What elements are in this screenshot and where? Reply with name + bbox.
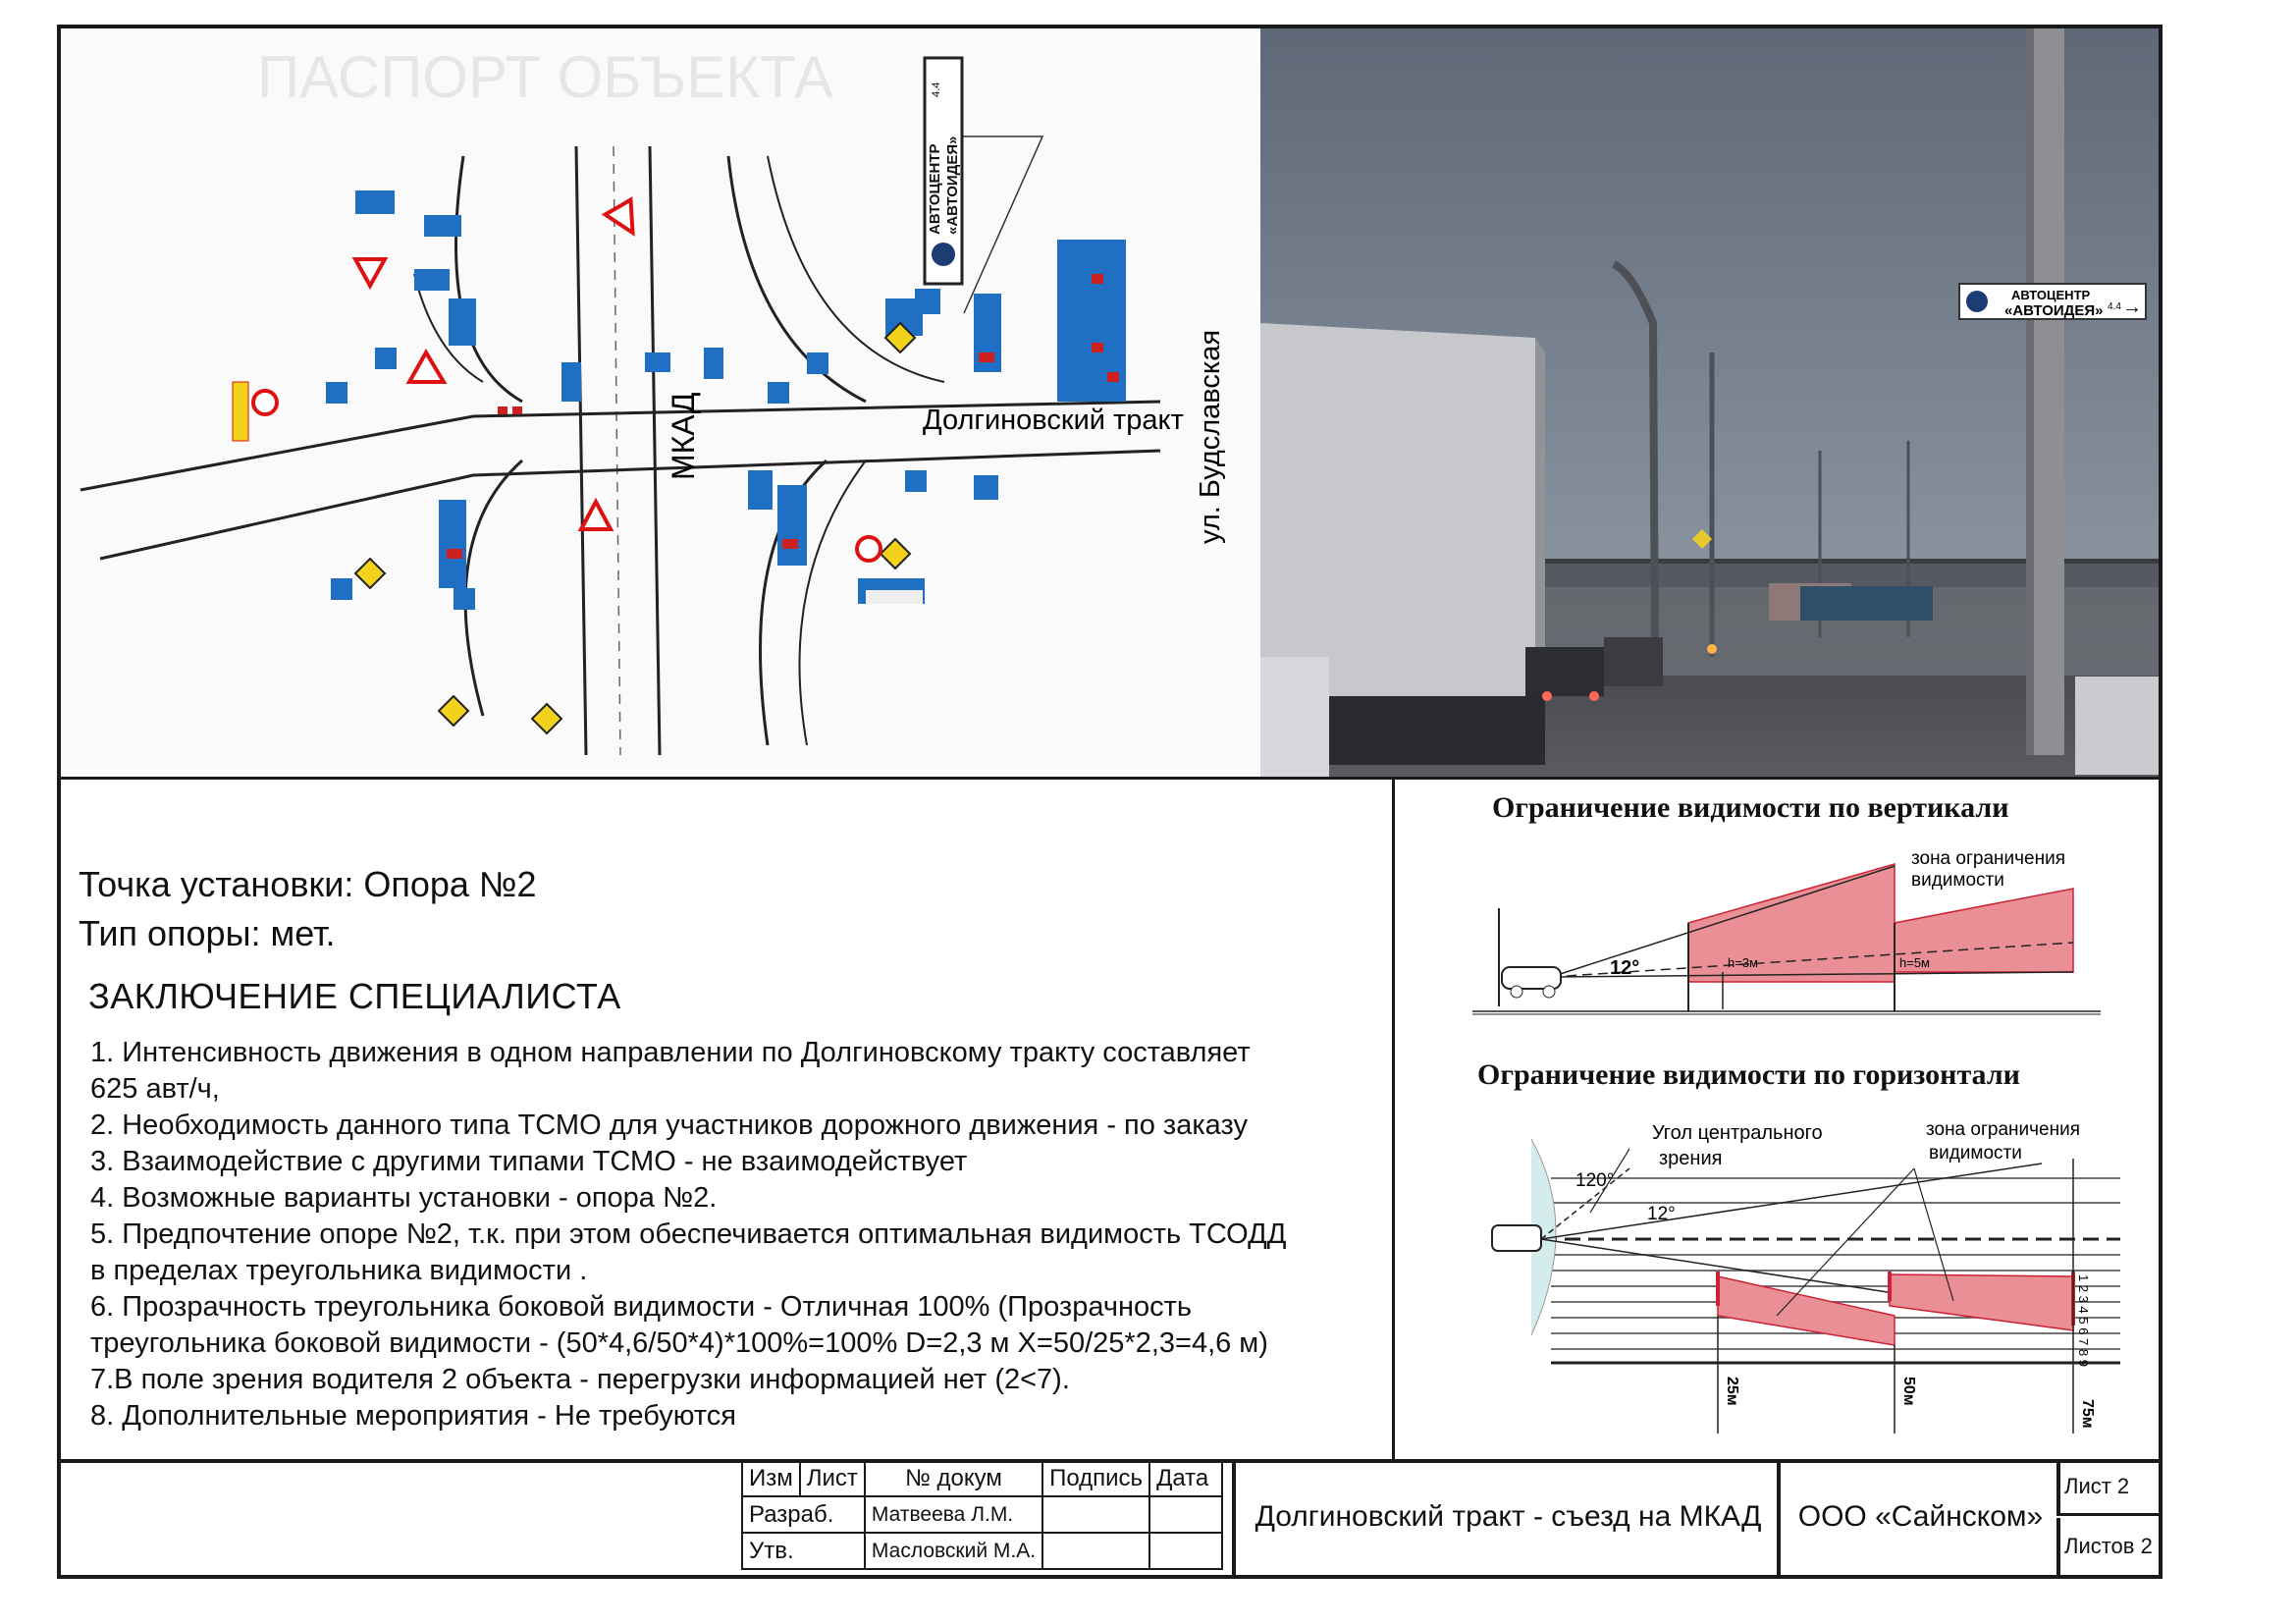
conclusion-item: 7.В поле зрения водителя 2 объекта - перегрузки информацией нет (2<7). <box>90 1364 1070 1395</box>
svg-text:АВТОЦЕНТР: АВТОЦЕНТР <box>2011 288 2091 302</box>
svg-text:4.4: 4.4 <box>2108 301 2121 312</box>
conclusion-item: 2. Необходимость данного типа ТСМО для участников дорожного движения - по заказу <box>90 1110 1248 1141</box>
stamp-col-data: Дата <box>1149 1460 1222 1496</box>
horizontal-angle-label-1: Угол центрального <box>1652 1122 1823 1144</box>
stamp-row1-role: Разраб. <box>742 1496 865 1533</box>
stamp-col-izm: Изм <box>742 1460 800 1496</box>
stamp-row2-name: Масловский М.А. <box>865 1533 1042 1569</box>
conclusion-item: в пределах треугольника видимости . <box>90 1255 588 1286</box>
vertical-h1: h=3м <box>1728 955 1758 970</box>
conclusion-item: 8. Дополнительные мероприятия - Не требуются <box>90 1400 736 1432</box>
vertical-zone-label-1: зона ограничения <box>1911 848 2066 869</box>
photo-billboard <box>1959 284 2146 319</box>
conclusion-item: 625 авт/ч, <box>90 1073 220 1105</box>
conclusion-item: 4. Возможные варианты установки - опора №2. <box>90 1182 718 1214</box>
installation-point: Точка установки: Опора №2 <box>79 864 537 904</box>
divider-diagrams <box>1392 777 1395 1459</box>
map-label-buslavskaya: ул. Будславская <box>1195 329 1226 544</box>
stamp-company: ООО «Сайнском» <box>1777 1459 2060 1575</box>
intersection-map <box>61 28 1260 777</box>
map-billboard <box>925 58 962 284</box>
stamp-col-docum: № докум <box>865 1460 1042 1496</box>
svg-text:АВТОЦЕНТР: АВТОЦЕНТР <box>927 143 943 235</box>
stamp-col-podpis: Подпись <box>1042 1460 1149 1496</box>
svg-text:→: → <box>2122 297 2142 318</box>
map-svg <box>61 28 1260 777</box>
stamp-sheets: Листов 2 <box>2056 1518 2159 1575</box>
conclusion-heading: ЗАКЛЮЧЕНИЕ СПЕЦИАЛИСТА <box>88 976 621 1016</box>
conclusion-item: 6. Прозрачность треугольника боковой видимости - Отличная 100% (Прозрачность <box>90 1291 1192 1323</box>
support-type: Тип опоры: мет. <box>79 913 336 953</box>
svg-text:ПАСПОРТ ОБЪЕКТА: ПАСПОРТ ОБЪЕКТА <box>257 44 833 110</box>
distance-50: 50м <box>1900 1377 1917 1406</box>
svg-text:«АВТОИДЕЯ»: «АВТОИДЕЯ» <box>944 135 961 235</box>
photo-svg <box>1260 28 2159 777</box>
conclusion-item: треугольника боковой видимости - (50*4,6/50*4)*100%=100% D=2,3 м X=50/25*2,3=4,6 м) <box>90 1327 1268 1359</box>
conclusion-items <box>90 1035 1374 1435</box>
vertical-h2: h=5м <box>1899 955 1930 970</box>
vertical-diagram-title: Ограничение видимости по вертикали <box>1492 791 2009 824</box>
horizontal-diagram-title: Ограничение видимости по горизонтали <box>1477 1058 2020 1091</box>
svg-text:«АВТОИДЕЯ»: «АВТОИДЕЯ» <box>2004 302 2104 319</box>
distance-25: 25м <box>1724 1377 1740 1406</box>
vertical-diagram <box>1472 835 2101 1031</box>
distance-75: 75м <box>2079 1399 2096 1429</box>
stamp-row2-role: Утв. <box>742 1533 865 1569</box>
conclusion-item: 1. Интенсивность движения в одном направлении по Долгиновскому тракту составляет <box>90 1037 1251 1068</box>
stamp-title: Долгиновский тракт - съезд на МКАД <box>1232 1459 1781 1575</box>
stamp-row1-name: Матвеева Л.М. <box>865 1496 1042 1533</box>
horizontal-diagram <box>1472 1110 2120 1443</box>
lane-numbers: 1 2 3 4 5 6 7 8 9 <box>2076 1274 2091 1367</box>
vertical-angle: 12° <box>1610 957 1640 979</box>
conclusion-block <box>79 864 1374 1435</box>
horizontal-zone-label-2: видимости <box>1929 1143 2022 1164</box>
site-photo <box>1260 28 2159 777</box>
stamp-table <box>741 1459 1223 1570</box>
horizontal-angle-wide: 120° <box>1575 1170 1615 1191</box>
vertical-zone-label-2: видимости <box>1911 870 2004 891</box>
svg-text:4.4: 4.4 <box>931 81 942 97</box>
horizontal-zone-label-1: зона ограничения <box>1926 1119 2081 1140</box>
conclusion-item: 5. Предпочтение опоре №2, т.к. при этом обеспечивается оптимальная видимость ТСОДД <box>90 1218 1287 1250</box>
map-label-dolginovsky: Долгиновский тракт <box>923 405 1184 436</box>
stamp-col-list: Лист <box>800 1460 865 1496</box>
divider-top <box>61 777 2159 780</box>
conclusion-item: 3. Взаимодействие с другими типами ТСМО - не взаимодействует <box>90 1146 968 1177</box>
horizontal-angle-narrow: 12° <box>1647 1204 1676 1224</box>
horizontal-angle-label-2: зрения <box>1659 1148 1723 1169</box>
stamp-sheet: Лист 2 <box>2056 1459 2159 1516</box>
map-label-mkad: МКАД <box>666 392 701 480</box>
